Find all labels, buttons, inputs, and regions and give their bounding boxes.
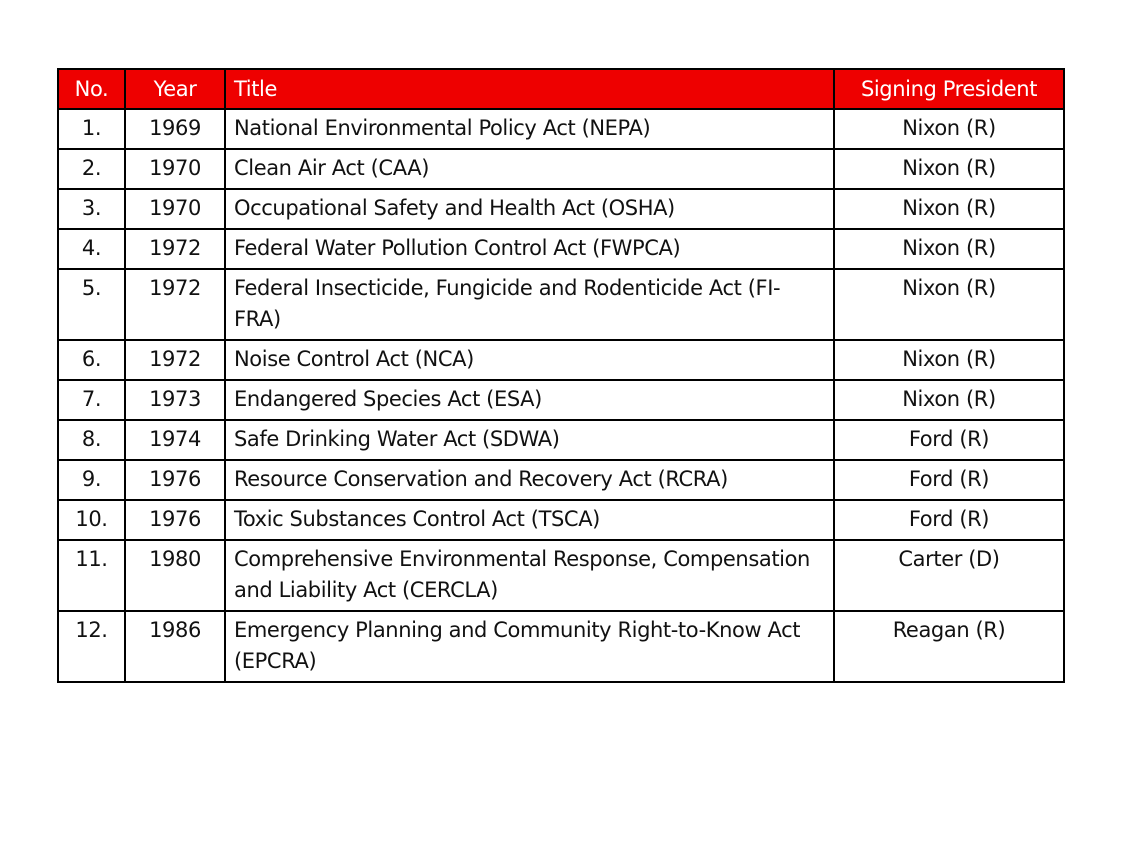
cell-year: 1974 (125, 420, 225, 460)
acts-table-container (57, 68, 1063, 683)
cell-president: Nixon (R) (834, 340, 1064, 380)
header-title: Title (225, 69, 834, 109)
table-row (58, 229, 1064, 269)
header-year: Year (125, 69, 225, 109)
cell-year: 1972 (125, 340, 225, 380)
table-row (58, 380, 1064, 420)
cell-president: Nixon (R) (834, 229, 1064, 269)
table-row (58, 340, 1064, 380)
cell-title: Federal Insecticide, Fungicide and Rodenticide Act (FI-FRA) (225, 269, 834, 340)
cell-no: 2. (58, 149, 125, 189)
cell-title: Comprehensive Environmental Response, Compensation and Liability Act (CERCLA) (225, 540, 834, 611)
table-row (58, 189, 1064, 229)
table-row (58, 149, 1064, 189)
cell-year: 1972 (125, 269, 225, 340)
cell-president: Nixon (R) (834, 189, 1064, 229)
cell-year: 1980 (125, 540, 225, 611)
table-row (58, 611, 1064, 682)
cell-no: 9. (58, 460, 125, 500)
cell-no: 5. (58, 269, 125, 340)
environmental-acts-table (57, 68, 1065, 683)
table-header-row (58, 69, 1064, 109)
table-row (58, 500, 1064, 540)
cell-president: Reagan (R) (834, 611, 1064, 682)
cell-president: Ford (R) (834, 420, 1064, 460)
cell-no: 11. (58, 540, 125, 611)
cell-president: Ford (R) (834, 460, 1064, 500)
cell-title: Emergency Planning and Community Right-to-Know Act (EPCRA) (225, 611, 834, 682)
cell-no: 1. (58, 109, 125, 149)
cell-no: 4. (58, 229, 125, 269)
cell-no: 10. (58, 500, 125, 540)
header-signing-president: Signing President (834, 69, 1064, 109)
table-row (58, 540, 1064, 611)
cell-title: Federal Water Pollution Control Act (FWPCA) (225, 229, 834, 269)
cell-year: 1986 (125, 611, 225, 682)
cell-year: 1972 (125, 229, 225, 269)
cell-no: 12. (58, 611, 125, 682)
cell-president: Nixon (R) (834, 269, 1064, 340)
header-no: No. (58, 69, 125, 109)
cell-title: National Environmental Policy Act (NEPA) (225, 109, 834, 149)
table-row (58, 460, 1064, 500)
cell-year: 1976 (125, 500, 225, 540)
cell-year: 1970 (125, 149, 225, 189)
cell-president: Carter (D) (834, 540, 1064, 611)
cell-president: Ford (R) (834, 500, 1064, 540)
cell-year: 1970 (125, 189, 225, 229)
cell-no: 3. (58, 189, 125, 229)
cell-president: Nixon (R) (834, 149, 1064, 189)
cell-year: 1976 (125, 460, 225, 500)
table-row (58, 269, 1064, 340)
cell-title: Clean Air Act (CAA) (225, 149, 834, 189)
cell-year: 1969 (125, 109, 225, 149)
cell-year: 1973 (125, 380, 225, 420)
cell-title: Safe Drinking Water Act (SDWA) (225, 420, 834, 460)
table-row (58, 420, 1064, 460)
cell-president: Nixon (R) (834, 380, 1064, 420)
cell-title: Toxic Substances Control Act (TSCA) (225, 500, 834, 540)
cell-title: Noise Control Act (NCA) (225, 340, 834, 380)
cell-title: Resource Conservation and Recovery Act (RCRA) (225, 460, 834, 500)
cell-no: 7. (58, 380, 125, 420)
cell-no: 8. (58, 420, 125, 460)
cell-title: Endangered Species Act (ESA) (225, 380, 834, 420)
cell-no: 6. (58, 340, 125, 380)
table-row (58, 109, 1064, 149)
cell-president: Nixon (R) (834, 109, 1064, 149)
cell-title: Occupational Safety and Health Act (OSHA) (225, 189, 834, 229)
